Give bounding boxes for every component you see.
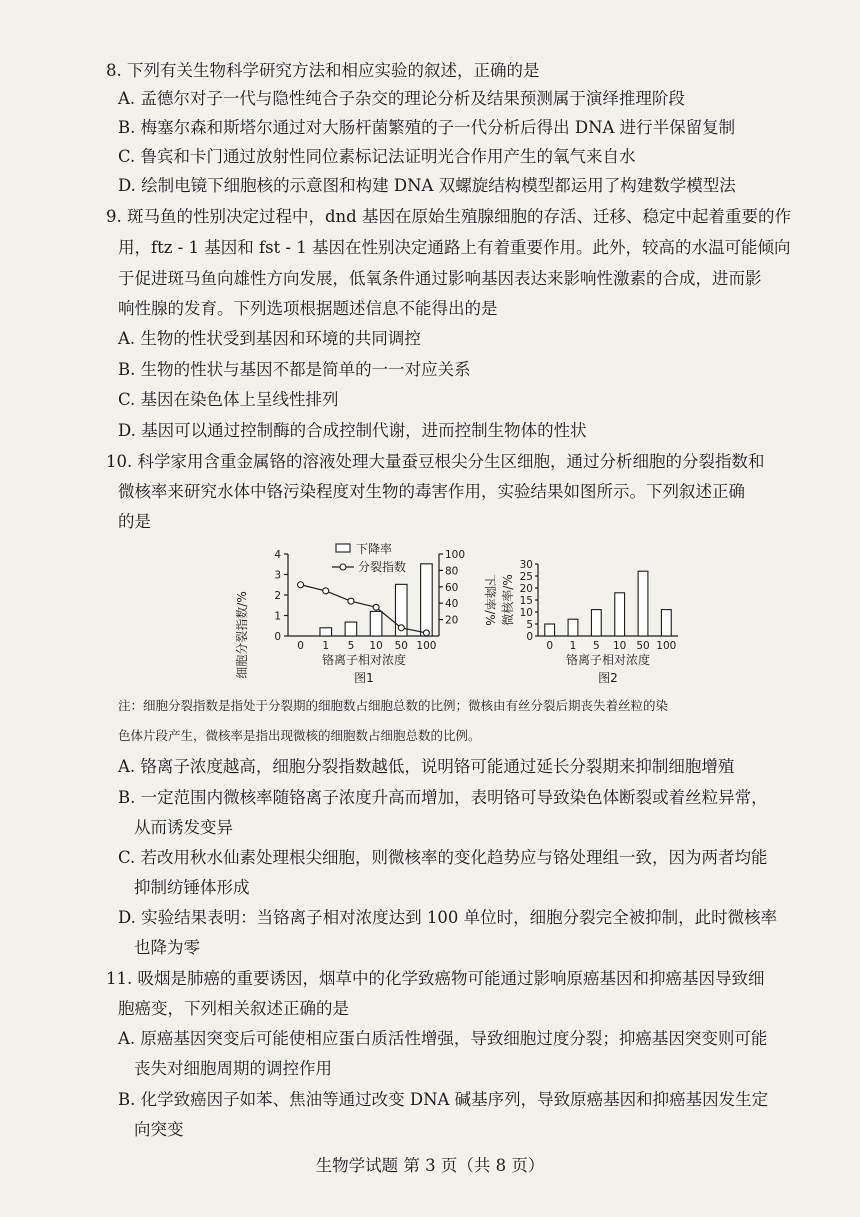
- fig1-bar: [320, 628, 332, 636]
- fig1-index-point: [398, 625, 404, 631]
- q11-stem-line1: 11. 吸烟是肺癌的重要诱因，烟草中的化学致癌物可能通过影响原癌基因和抑癌基因导致细: [106, 969, 765, 988]
- fig2-category-label: 50: [636, 640, 650, 652]
- fig1-right-tick-label: 80: [445, 565, 459, 578]
- q8-option-d: D. 绘制电镜下细胞核的示意图和构建 DNA 双螺旋结构模型都运用了构建数学模型法: [118, 176, 736, 195]
- q8-option-c: C. 鲁宾和卡门通过放射性同位素标记法证明光合作用产生的氧气来自水: [118, 147, 636, 166]
- fig2-tick-label: 20: [519, 583, 533, 595]
- q9-stem-line3: 于促进斑马鱼向雄性方向发展，低氧条件通过影响基因表达来影响性激素的合成，进而影: [118, 269, 762, 288]
- fig2-title: 图2: [598, 671, 618, 685]
- q9-stem-line4: 响性腺的发育。下列选项根据题述信息不能得出的是: [118, 299, 498, 318]
- fig2-bar: [615, 593, 625, 636]
- fig1-index-point: [323, 588, 329, 594]
- q11-option-b-line2: 向突变: [134, 1120, 184, 1139]
- q11-option-a-line1: A. 原癌基因突变后可能使相应蛋白质活性增强，导致细胞过度分裂；抑癌基因突变则可能: [118, 1029, 768, 1048]
- page-footer: 生物学试题 第 3 页（共 8 页）: [315, 1156, 545, 1175]
- fig1-left-tick-label: 2: [274, 590, 281, 602]
- q10-note-line1: 注：细胞分裂指数是指处于分裂期的细胞数占细胞总数的比例；微核由有丝分裂后期丧失着丝粒的染: [118, 698, 669, 713]
- fig1-left-tick-label: 0: [274, 631, 281, 643]
- fig1-bar: [370, 611, 382, 636]
- fig2-ylabel: 微核率/%: [501, 574, 515, 626]
- q10-stem-line3: 的是: [118, 512, 151, 531]
- fig2-bar: [638, 571, 648, 636]
- figure-1-chart: [228, 540, 498, 690]
- q10-note-line2: 色体片段产生，微核率是指出现微核的细胞数占细胞总数的比例。: [118, 728, 481, 743]
- q9-stem-line1: 9. 斑马鱼的性别决定过程中，dnd 基因在原始生殖腺细胞的存活、迁移、稳定中起着重要的作: [106, 207, 791, 226]
- fig2-bar: [591, 610, 601, 636]
- fig2-xlabel: 铬离子相对浓度: [565, 653, 651, 667]
- fig2-tick-label: 30: [519, 560, 533, 571]
- fig2-category-label: 10: [612, 640, 627, 652]
- q10-option-a: A. 铬离子浓度越高，细胞分裂指数越低，说明铬可能通过延长分裂期来抑制细胞增殖: [118, 757, 735, 776]
- q9-option-a: A. 生物的性状受到基因和环境的共同调控: [118, 329, 421, 348]
- fig1-category-label: 50: [394, 640, 408, 652]
- fig1-right-tick-label: 100: [445, 549, 466, 561]
- fig1-legend-line-label: 分裂指数: [358, 560, 407, 574]
- q11-option-a-line2: 丧失对细胞周期的调控作用: [134, 1059, 332, 1078]
- fig1-category-label: 0: [297, 640, 304, 652]
- q9-option-c: C. 基因在染色体上呈线性排列: [118, 390, 339, 409]
- fig1-bar: [421, 564, 433, 636]
- fig1-legend: [332, 541, 406, 574]
- fig1-legend-bar-label: 下降率: [356, 542, 393, 556]
- fig2-tick-label: 10: [519, 607, 533, 619]
- fig2-tick-label: 0: [526, 631, 533, 643]
- fig1-index-point: [423, 630, 429, 636]
- figure-2-chart: [498, 560, 698, 690]
- fig1-left-tick-label: 1: [274, 610, 281, 623]
- q11-stem-line2: 胞癌变，下列相关叙述正确的是: [118, 999, 349, 1018]
- q10-option-b-line2: 从而诱发变异: [134, 818, 233, 837]
- q9-stem-line2: 用，ftz - 1 基因和 fst - 1 基因在性别决定通路上有着重要作用。此外，较高的水温可能倾向: [118, 238, 791, 257]
- fig2-category-label: 5: [592, 640, 600, 652]
- fig1-category-label: 100: [416, 640, 437, 652]
- fig1-left-tick-label: 3: [274, 569, 281, 582]
- q8-option-b: B. 梅塞尔森和斯塔尔通过对大肠杆菌繁殖的子一代分析后得出 DNA 进行半保留复制: [118, 118, 736, 137]
- fig1-index-point: [298, 582, 304, 588]
- fig2-tick-label: 15: [519, 595, 533, 607]
- fig1-right-tick-label: 20: [445, 614, 459, 627]
- fig2-category-label: 100: [656, 640, 677, 652]
- q8-stem: 8. 下列有关生物科学研究方法和相应实验的叙述，正确的是: [106, 61, 540, 80]
- q10-option-c-line1: C. 若改用秋水仙素处理根尖细胞，则微核率的变化趋势应与铬处理组一致，因为两者均能: [118, 848, 768, 867]
- fig2-category-label: 1: [569, 640, 577, 652]
- q9-option-b: B. 生物的性状与基因不都是简单的一一对应关系: [118, 360, 471, 379]
- fig1-category-label: 5: [347, 640, 355, 652]
- fig1-left-tick-label: 4: [274, 549, 281, 561]
- fig2-category-label: 0: [546, 640, 554, 652]
- q10-option-d-line1: D. 实验结果表明：当铬离子相对浓度达到 100 单位时，细胞分裂完全被抑制，此时微核率: [118, 908, 778, 927]
- fig1-legend-bar-swatch: [336, 544, 350, 552]
- fig1-right-ylabel: 下降率/%: [483, 574, 497, 626]
- q10-stem-line1: 10. 科学家用含重金属铬的溶液处理大量蚕豆根尖分生区细胞，通过分析细胞的分裂指数和: [106, 452, 765, 471]
- fig2-bar: [661, 610, 671, 636]
- fig1-index-point: [348, 598, 354, 604]
- fig1-title: 图1: [354, 671, 374, 685]
- fig1-right-tick-label: 60: [445, 581, 459, 594]
- q10-option-b-line1: B. 一定范围内微核率随铬离子浓度升高而增加，表明铬可导致染色体断裂或着丝粒异常，: [118, 788, 768, 807]
- q10-option-d-line2: 也降为零: [134, 938, 200, 957]
- q10-stem-line2: 微核率来研究水体中铬污染程度对生物的毒害作用，实验结果如图所示。下列叙述正确: [118, 482, 745, 501]
- fig1-xlabel: 铬离子相对浓度: [321, 653, 407, 667]
- fig1-legend-line-marker: [340, 564, 346, 570]
- fig2-tick-label: 25: [519, 571, 533, 583]
- fig1-index-point: [373, 604, 379, 610]
- fig2-bar: [545, 624, 555, 636]
- fig2-bar: [568, 619, 578, 636]
- fig1-left-ylabel: 细胞分裂指数/%: [235, 591, 249, 679]
- fig1-right-tick-label: 40: [445, 598, 459, 611]
- fig2-tick-label: 5: [526, 619, 533, 631]
- q9-option-d: D. 基因可以通过控制酶的合成控制代谢，进而控制生物体的性状: [118, 421, 587, 440]
- fig1-bar: [345, 622, 357, 636]
- fig1-category-label: 1: [322, 640, 330, 652]
- q10-option-c-line2: 抑制纺锤体形成: [134, 878, 250, 897]
- fig1-category-label: 10: [369, 640, 383, 652]
- q8-option-a: A. 孟德尔对子一代与隐性纯合子杂交的理论分析及结果预测属于演绎推理阶段: [118, 89, 685, 108]
- q11-option-b-line1: B. 化学致癌因子如苯、焦油等通过改变 DNA 碱基序列，导致原癌基因和抑癌基因发生定: [118, 1090, 769, 1109]
